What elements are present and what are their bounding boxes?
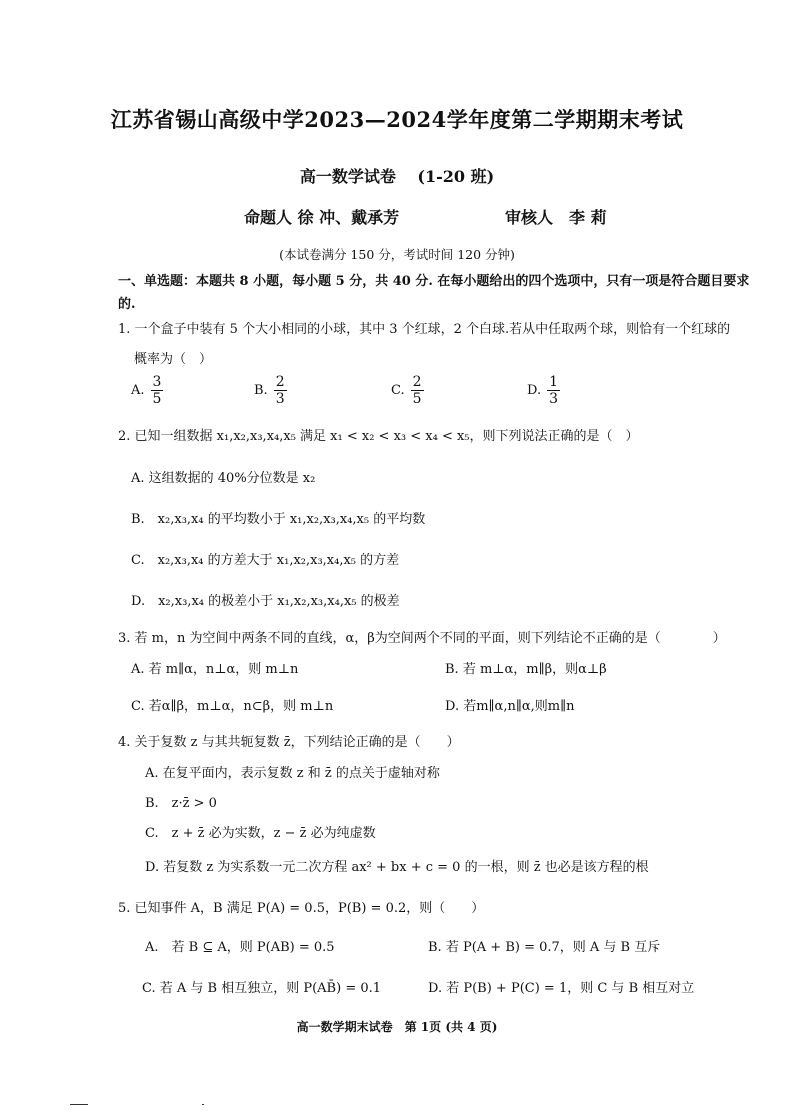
numerator: 3 xyxy=(152,374,162,390)
denominator: 5 xyxy=(412,391,422,407)
q4-option-b: B. z·z̄ > 0 xyxy=(145,796,217,811)
q2-option-a: A. 这组数据的 40%分位数是 x₂ xyxy=(131,471,316,486)
q4-option-c: C. z + z̄ 必为实数，z − z̄ 必为纯虚数 xyxy=(145,826,376,841)
q2-stem: 2. 已知一组数据 x₁,x₂,x₃,x₄,x₅ 满足 x₁ < x₂ < x₃ < x₄ < x₅，则下列说法正确的是（ ） xyxy=(118,429,639,444)
fraction xyxy=(547,374,560,407)
option-label: D. xyxy=(527,383,542,398)
scan-mark xyxy=(70,1104,88,1105)
numerator: 1 xyxy=(549,374,559,390)
denominator: 3 xyxy=(549,391,559,407)
q5-option-b: B. 若 P(A + B) = 0.7，则 A 与 B 互斥 xyxy=(428,940,661,955)
q1-option-a xyxy=(131,374,163,407)
exam-title: 江苏省锡山高级中学2023—2024学年度第二学期期末考试 xyxy=(110,107,684,132)
q5-option-c: C. 若 A 与 B 相互独立，则 P(AB̄) = 0.1 xyxy=(142,981,382,996)
option-label: B. xyxy=(254,383,268,398)
q2-option-b: B. x₂,x₃,x₄ 的平均数小于 x₁,x₂,x₃,x₄,x₅ 的平均数 xyxy=(131,512,426,527)
q3-option-b: B. 若 m⊥α，m∥β，则α⊥β xyxy=(445,662,607,677)
q1-stem-line2: 概率为（ ） xyxy=(134,352,213,367)
option-label: C. xyxy=(391,383,405,398)
q3-stem: 3. 若 m，n 为空间中两条不同的直线，α，β为空间两个不同的平面，则下列结论不正确的是（ ） xyxy=(118,631,726,646)
q1-option-c xyxy=(391,374,424,407)
section-heading: 一、单选题：本题共 8 小题，每小题 5 分，共 40 分. 在每小题给出的四个选项中，只有一项是符合题目要求的. xyxy=(118,274,750,312)
option-label: A. xyxy=(131,383,145,398)
fraction xyxy=(274,374,287,407)
exam-subtitle: 高一数学试卷 (1-20 班) xyxy=(299,167,495,186)
q5-option-a: A. 若 B ⊆ A，则 P(AB) = 0.5 xyxy=(145,940,335,955)
q5-option-d: D. 若 P(B) + P(C) = 1，则 C 与 B 相互对立 xyxy=(428,981,695,996)
q2-option-c: C. x₂,x₃,x₄ 的方差大于 x₁,x₂,x₃,x₄,x₅ 的方差 xyxy=(131,553,400,568)
numerator: 2 xyxy=(275,374,285,390)
q1-stem-line1: 1. 一个盒子中装有 5 个大小相同的小球，其中 3 个红球，2 个白球.若从中任取两个球，则恰有一个红球的 xyxy=(118,322,731,337)
exam-reviewers: 审核人 李 莉 xyxy=(505,208,607,227)
q1-option-b xyxy=(254,374,287,407)
q3-option-d: D. 若m∥α,n∥α,则m∥n xyxy=(445,699,575,714)
fraction xyxy=(411,374,424,407)
q4-option-a: A. 在复平面内，表示复数 z 和 z̄ 的点关于虚轴对称 xyxy=(145,766,440,781)
denominator: 5 xyxy=(152,391,162,407)
page-footer: 高一数学期末试卷 第 1页 (共 4 页) xyxy=(296,1020,498,1034)
fraction xyxy=(151,374,164,407)
q4-stem: 4. 关于复数 z 与其共轭复数 z̄，下列结论正确的是（ ） xyxy=(118,735,460,750)
q2-option-d: D. x₂,x₃,x₄ 的极差小于 x₁,x₂,x₃,x₄,x₅ 的极差 xyxy=(131,594,400,609)
numerator: 2 xyxy=(412,374,422,390)
q1-option-d xyxy=(527,374,560,407)
scan-mark xyxy=(202,1104,204,1105)
denominator: 3 xyxy=(275,391,285,407)
q3-option-c: C. 若α∥β，m⊥α，n⊂β，则 m⊥n xyxy=(131,699,334,714)
q3-option-a: A. 若 m∥α，n⊥α，则 m⊥n xyxy=(131,662,299,677)
exam-note: (本试卷满分 150 分，考试时间 120 分钟) xyxy=(279,247,515,262)
q5-stem: 5. 已知事件 A，B 满足 P(A) = 0.5，P(B) = 0.2，则（ ） xyxy=(118,901,485,916)
q4-option-d: D. 若复数 z 为实系数一元二次方程 ax² + bx + c = 0 的一根，则 z̄ 也必是该方程的根 xyxy=(145,860,649,875)
exam-authors: 命题人 徐 冲、戴承芳 xyxy=(244,208,400,227)
